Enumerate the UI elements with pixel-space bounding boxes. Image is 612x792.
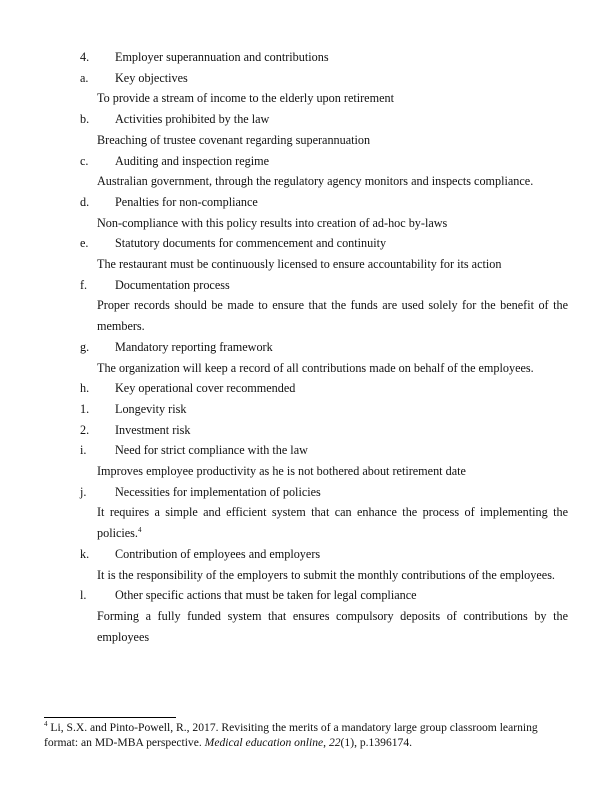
list-heading [80, 47, 568, 68]
heading-text: Statutory documents for commencement and continuity [115, 236, 387, 251]
heading-text: Need for strict compliance with the law [115, 443, 308, 458]
list-heading [80, 68, 568, 89]
list-marker: 4. [80, 50, 90, 64]
list-marker: d. [80, 194, 90, 209]
list-heading [80, 337, 568, 358]
footnote-text-end: (1), p.1396174. [340, 735, 413, 749]
paragraph [97, 171, 568, 192]
heading-text: Necessities for implementation of policies [115, 484, 321, 499]
list-marker: a. [80, 70, 89, 85]
list-heading [80, 585, 568, 606]
footnote-separator-text: , [323, 735, 329, 749]
paragraph-text: Proper records should be made to ensure that the funds are used solely for the benefit of the members. [97, 298, 568, 334]
paragraph-text: Breaching of trustee covenant regarding superannuation [97, 132, 371, 147]
paragraph-text: Non-compliance with this policy results into creation of ad-hoc by-laws [97, 215, 448, 230]
paragraph [97, 295, 568, 336]
footnote-separator [44, 717, 176, 718]
list-heading [80, 399, 568, 420]
list-marker: g. [80, 339, 90, 354]
list-marker: l. [80, 588, 87, 603]
paragraph-text: It requires a simple and efficient system that can enhance the process of implementing the policies. [97, 505, 568, 541]
heading-text: Key objectives [115, 70, 188, 85]
list-marker: i. [80, 443, 87, 458]
list-heading [80, 192, 568, 213]
paragraph [97, 565, 568, 586]
list-heading [80, 420, 568, 441]
list-marker: j. [80, 484, 87, 499]
list-marker: f. [80, 277, 88, 292]
heading-text: Documentation process [115, 277, 230, 292]
paragraph-text: The organization will keep a record of all contributions made on behalf of the employees. [97, 360, 534, 375]
paragraph-text: It is the responsibility of the employers to submit the monthly contributions of the employees. [97, 567, 555, 582]
list-marker: 1. [80, 401, 90, 416]
heading-text: Activities prohibited by the law [115, 112, 270, 127]
heading-text: Auditing and inspection regime [115, 153, 270, 168]
heading-text: Investment risk [115, 422, 191, 437]
paragraph-text: The restaurant must be continuously licensed to ensure accountability for its action [97, 257, 502, 272]
list-marker: e. [80, 236, 89, 251]
document-body [80, 47, 568, 647]
paragraph [97, 130, 568, 151]
paragraph [97, 461, 568, 482]
list-heading [80, 544, 568, 565]
list-marker: k. [80, 546, 90, 561]
footnote-journal: Medical education online [204, 735, 324, 749]
paragraph [97, 358, 568, 379]
paragraph [97, 502, 568, 543]
heading-text: Other specific actions that must be taken for legal compliance [115, 588, 417, 603]
paragraph [97, 213, 568, 234]
heading-text: Key operational cover recommended [115, 381, 296, 396]
list-marker: b. [80, 112, 90, 127]
list-heading [80, 151, 568, 172]
paragraph-text: Improves employee productivity as he is not bothered about retirement date [97, 464, 466, 479]
list-marker: 2. [80, 422, 90, 437]
footnote-volume: 22 [328, 735, 341, 749]
heading-text: Longevity risk [115, 401, 187, 416]
footnote-text: Li, S.X. and Pinto-Powell, R., 2017. Revisiting the merits of a mandatory large group classroom learning format: an MD-MBA perspective. [44, 721, 538, 749]
footnote-ref[interactable]: 4 [137, 526, 142, 535]
paragraph-text: Forming a fully funded system that ensures compulsory deposits of contributions by the employees [97, 608, 568, 644]
paragraph [97, 254, 568, 275]
heading-text: Mandatory reporting framework [115, 339, 273, 354]
list-marker: h. [80, 381, 90, 396]
heading-text: Penalties for non-compliance [115, 194, 258, 209]
paragraph-text: To provide a stream of income to the elderly upon retirement [97, 91, 394, 106]
paragraph [97, 606, 568, 647]
list-heading [80, 109, 568, 130]
heading-text: Contribution of employees and employers [115, 546, 321, 561]
list-heading [80, 378, 568, 399]
list-heading [80, 233, 568, 254]
list-heading [80, 440, 568, 461]
paragraph [97, 88, 568, 109]
footnote-mark: 4 [44, 720, 48, 729]
list-heading [80, 275, 568, 296]
paragraph-text: Australian government, through the regulatory agency monitors and inspects compliance. [97, 174, 534, 189]
heading-text: Employer superannuation and contributions [115, 50, 329, 64]
footnote [44, 721, 574, 750]
list-heading [80, 482, 568, 503]
list-marker: c. [80, 153, 89, 168]
